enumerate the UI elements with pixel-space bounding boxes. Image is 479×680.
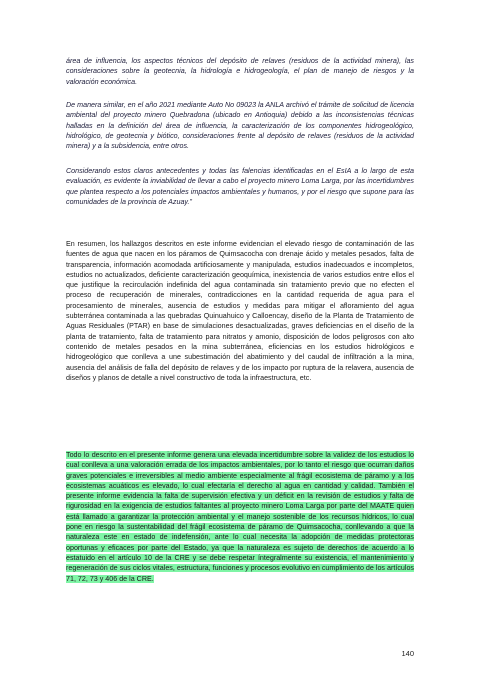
highlighted-paragraph [66, 450, 414, 584]
quote-paragraph-1: área de influencia, los aspectos técnicos del depósito de relaves (residuos de la actividad minera), las consideraciones sobre la geotecnia, la hidrología e hidrogeología, el plan de manejo de riesgos y la valoración económica. [66, 57, 414, 86]
summary-paragraph: En resumen, los hallazgos descritos en este informe evidencian el elevado riesgo de contaminación de las fuentes de agua que nacen en los páramos de Quimsacocha con drenaje ácido y metales pesados, falta de transparencia, información acomodada artificiosamente y manipulada, estudios inadecuados e incompletos, estudios no actualizados, deficiente caracterización geoquímica, inexistencia de varios estudios entre ellos el que justifique la recirculación indefinida del agua contaminada sin tratamiento previo que no efecten el proceso de recuperación de minerales, contradicciones en la cantidad requerida de agua para el procesamiento de minerales, ausencia de estudios y medidas para mitigar el afloramiento del agua subterránea contaminada a las quebradas Quinuahuico y Calloencay, diseño de la Planta de Tratamiento de Aguas Residuales (PTAR) en base de simulaciones desactualizadas, graves deficiencias en el diseño de la planta de tratamiento, falta de tratamiento para nitratos y amonio, disposición de lodos peligrosos con alto contenido de metales pesados en la mina subterránea, eficiencias en los estudios hidrológicos e hidrogeológico que conlleva a une subestimación del abatimiento y del caudal de infiltración a la mina, ausencia del análisis de falla del depósito de relaves y de los impacto por ruptura de la relavera, ausencia de diseños y planos de detalle a nivel constructivo de toda la infraestructura, etc. [66, 240, 414, 382]
highlighted-text: Todo lo descrito en el presente informe genera una elevada incertidumbre sobre la validez de los estudios lo cual conlleva a una valoración errada de los impactos ambientales, por lo tanto el riesgo que ocurran daños graves potenciales e irreversibles al medio ambiente especialmente al frágil ecosistema de páramo y a los ecosistemas acuáticos es elevado, lo cual efectaría el derecho al agua en cantidad y calidad. También el presente informe evidencia la falta de supervisión efectiva y un déficit en la revisión de estudios y falta de rigurosidad en la exigencia de estudios faltantes al proyecto minero Loma Larga por parte del MAATE quien está llamado a garantizar la protección ambiental y el manejo sostenible de los recursos hídricos, lo cual pone en riesgo la sustentabilidad del frágil ecosistema de páramo de Quimsacocha, conllevando a que la naturaleza este en estado de indefensión, ante lo cual necesita la adopción de medidas protectoras oportunas y eficaces por parte del Estado, ya que la naturaleza es sujeto de derechos de acuerdo a lo estatuido en el artículo 10 de la CRE y se debe respetar íntegralmente su existencia, el mantenimiento y regeneración de sus ciclos vitales, estructura, funciones y procesos evolutivo en cumplimiento de los artículos 71, 72, 73 y 406 de la CRE. [66, 451, 414, 583]
page-number: 140 [401, 649, 414, 658]
quote-paragraph-3: Considerando estos claros antecedentes y todas las falencias identificadas en el EsIA a lo largo de esta evaluación, es evidente la inviabilidad de llevar a cabo el proyecto minero Loma Larga, por las incertidumbres que plantea respecto a los potenciales impactos ambientales y humanos, y por el riesgo que supone para las comunidades de la provincia de Azuay.” [66, 167, 414, 206]
quote-paragraph-2: De manera similar, en el año 2021 mediante Auto No 09023 la ANLA archivó el trámite de solicitud de licencia ambiental del proyecto minero Quebradona (ubicado en Antioquia) debido a las inconsistencias técnicas halladas en la definición del área de influencia, la caracterización de los componentes hidrogeológico, hidrológico, de geotecnia y biótico, consideraciones frente al depósito de relaves (residuos de la actividad minera) y a la subsidencia, entre otros. [66, 101, 414, 151]
